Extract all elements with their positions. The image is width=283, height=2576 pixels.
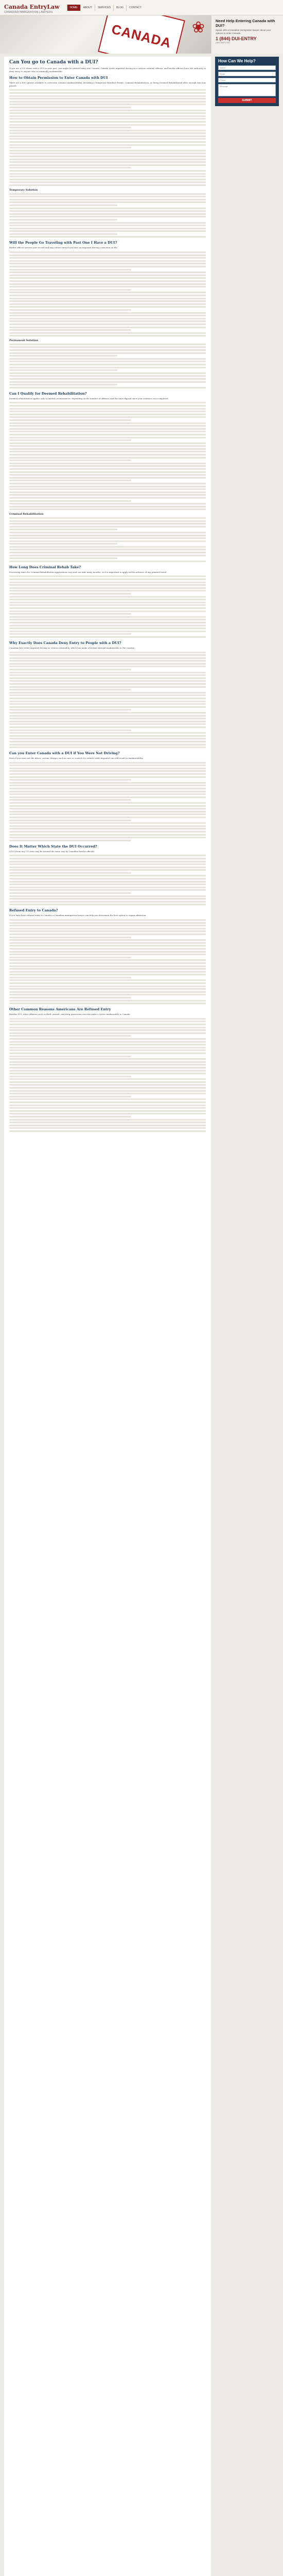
section-paragraph: Even if you were not the driver, certain charges such as care or control of a vehicle while impaired can still result in inadmissibility.: [9, 757, 144, 760]
body-text-block: [9, 919, 206, 1004]
section-subheading: Permanent Solution: [9, 339, 39, 343]
submit-button[interactable]: SUBMIT: [218, 98, 276, 103]
site-header: [0, 0, 283, 15]
nav-about[interactable]: ABOUT: [80, 5, 95, 11]
phone-field[interactable]: Phone: [218, 78, 276, 82]
sidebar: [215, 57, 279, 2576]
section-heading: How Long Does Criminal Rehab Take?: [9, 565, 81, 569]
section-paragraph: A DUI from any US state may be treated the same way by Canadian border officials.: [9, 850, 95, 853]
nav-contact[interactable]: CONTACT: [126, 5, 144, 11]
main-nav: [67, 5, 144, 11]
site-logo[interactable]: [4, 1, 60, 14]
body-text-block: [9, 762, 206, 841]
section-heading: Refused Entry to Canada?: [9, 908, 58, 913]
cta-subtitle: Speak with a Canadian immigration lawyer about your options to enter Canada.: [216, 29, 271, 35]
section-heading: Will the People Go Traveling with Past One I Have a DUI?: [9, 241, 117, 245]
contact-form-title: How Can We Help?: [218, 59, 256, 63]
nav-blog[interactable]: BLOG: [113, 5, 126, 11]
canada-sign: CANADA: [98, 15, 185, 54]
message-field[interactable]: Message: [218, 84, 276, 96]
section-heading: Other Common Reasons Americans Are Refused Entry: [9, 1007, 111, 1012]
section-paragraph: Deemed rehabilitation applies only in limited circumstances, depending on the number of offenses and the time elapsed since your sentence was completed.: [9, 397, 169, 400]
body-text-block: [9, 855, 206, 905]
section-heading: Why Exactly Does Canada Deny Entry to People with a DUI?: [9, 640, 121, 645]
section-paragraph: Processing times for Criminal Rehabilitation applications vary and can take many months, so it is important to apply well in advance of any planned travel.: [9, 570, 167, 573]
nav-services[interactable]: SERVICES: [95, 5, 113, 11]
maple-leaf-icon: ❀: [191, 19, 205, 37]
cta-phone-note: (384-3687) 24/7: [216, 41, 231, 44]
cta-phone-link[interactable]: 1 (844) DUI-ENTRY: [216, 36, 257, 41]
body-text-block: [9, 575, 206, 637]
contact-form: [215, 57, 279, 106]
nav-home[interactable]: HOME: [67, 5, 80, 11]
content-wrap: [0, 54, 283, 2576]
body-text-block: [9, 344, 206, 388]
hero-banner: [0, 15, 283, 54]
body-text-block: [9, 89, 206, 186]
hero-cta: [211, 15, 283, 54]
body-text-block: [9, 517, 206, 562]
section-paragraph: Border officers review your record and may refuse entry if you have an impaired driving conviction on file.: [9, 246, 118, 249]
email-field[interactable]: Email: [218, 72, 276, 76]
section-heading: Can you Enter Canada with a DUI if You Were Not Driving?: [9, 751, 120, 756]
section-paragraph: There are a few options available to overcome criminal inadmissibility, including a Temporary Resident Permit, Criminal Rehabilitation, or being Deemed Rehabilitated after enough time has passed.: [9, 81, 206, 87]
section-paragraph: Canadian law treats impaired driving as serious criminality, which can make a foreign national inadmissible to the country.: [9, 646, 135, 649]
section-paragraph: If you have been refused entry to Canada, a Canadian immigration lawyer can help you determine the best option to regain admission.: [9, 914, 147, 917]
logo-text: Canada EntryLaw: [4, 4, 60, 10]
page-title: Can You go to Canada with a DUI?: [9, 60, 98, 65]
name-field[interactable]: Name: [218, 65, 276, 70]
section-paragraph: Besides DUI, other offenses such as theft, assault, and drug possession can also make a visitor inadmissible to Canada.: [9, 1013, 131, 1016]
body-text-block: [9, 193, 206, 238]
section-heading: Can I Qualify for Deemed Rehabilitation?: [9, 391, 87, 396]
main-content: [4, 57, 211, 2576]
body-text-block: [9, 402, 206, 510]
section-subheading: Temporary Solution: [9, 188, 38, 192]
section-heading: How to Obtain Permission to Enter Canada with DUI: [9, 76, 108, 80]
body-text-block: [9, 652, 206, 749]
body-text-block: [9, 1018, 206, 1132]
hero-image: [0, 15, 211, 54]
cta-title: Need Help Entering Canada with DUI?: [216, 19, 275, 28]
article-sections: [9, 76, 206, 1132]
body-text-block: [9, 251, 206, 336]
section-subheading: Criminal Rehabilitation: [9, 513, 44, 516]
section-heading: Does It Matter Which State the DUI Occurred?: [9, 844, 97, 849]
intro-paragraph: If you are a US citizen with a DUI in your past, you might be refused entry into Canada. Canada treats impaired driving as a serious criminal offense, and border officers have the authority to deny entry to anyone who is criminally inadmissible.: [9, 67, 206, 73]
logo-tagline: CANADIAN IMMIGRATION LAWYERS: [4, 11, 53, 14]
